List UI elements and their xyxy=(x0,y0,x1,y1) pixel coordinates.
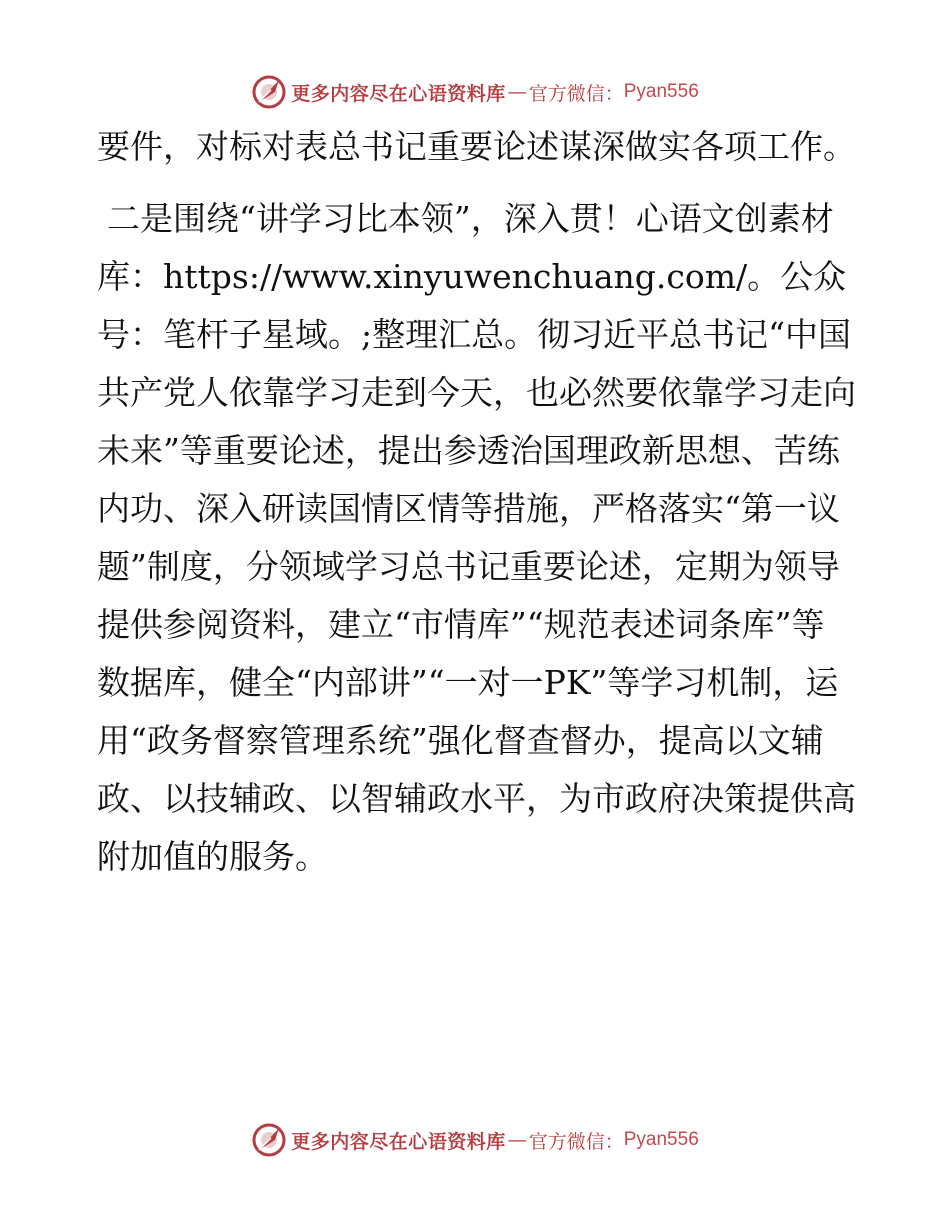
banner-contact-id: Pyan556 xyxy=(623,1129,699,1150)
footer-banner xyxy=(0,1118,950,1162)
banner-contact-id: Pyan556 xyxy=(623,81,699,102)
banner-text: 更多内容尽在心语资料库 xyxy=(291,1130,506,1153)
banner-contact-label: 官方微信： xyxy=(528,1130,624,1153)
banner-text: 更多内容尽在心语资料库 xyxy=(291,82,506,105)
banner-contact-label: 官方微信： xyxy=(528,82,624,105)
document-body xyxy=(97,118,857,886)
paragraph-1: 要件，对标对表总书记重要论述谋深做实各项工作。 xyxy=(97,127,856,166)
banner-dash: — xyxy=(507,1129,527,1151)
quill-logo-icon xyxy=(251,1122,287,1158)
quill-logo-icon xyxy=(251,74,287,110)
paragraph-2: 二是围绕“讲学习比本领”，深入贯！心语文创素材库：https://www.xinyuwenchuang.com/。公众号：笔杆子星域。;整理汇总。彻习近平总书记“中国共产党人依靠学习走到今天，也必然要依靠学习走向未来”等重要论述，提出参透治国理政新思想、苦练内功、深入研读国情区情等措施，严格落实“第一议题”制度，分领域学习总书记重要论述，定期为领导提供参阅资料，建立“市情库”“规范表述词条库”等数据库，健全“内部讲”“一对一PK”等学习机制，运用“政务督察管理系统”强化督查督办，提高以文辅政、以技辅政、以智辅政水平，为市政府决策提供高附加值的服务。 xyxy=(97,199,856,876)
banner-dash: — xyxy=(507,81,527,103)
header-banner xyxy=(0,70,950,114)
